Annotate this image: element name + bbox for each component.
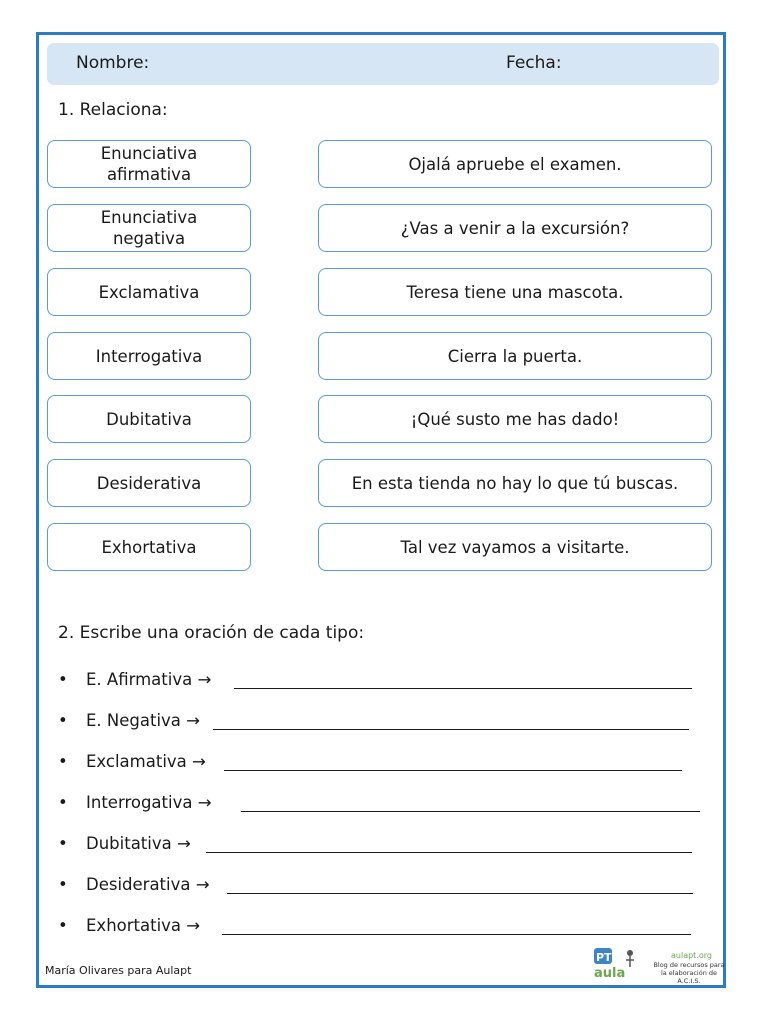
footer-description: Blog de recursos para la elaboración de A.C.I.S. bbox=[653, 961, 725, 985]
sentence-box[interactable] bbox=[318, 459, 712, 507]
name-label: Nombre: bbox=[76, 53, 150, 73]
writing-line[interactable] bbox=[234, 688, 692, 689]
writing-label: E. Afirmativa → bbox=[86, 670, 212, 689]
writing-label: Exclamativa → bbox=[86, 752, 206, 771]
writing-item-negativa bbox=[58, 711, 698, 735]
sentence-text: ¡Qué susto me has dado! bbox=[410, 409, 620, 429]
sentence-box[interactable] bbox=[318, 395, 712, 443]
svg-text:PT: PT bbox=[596, 951, 612, 964]
sentence-box[interactable] bbox=[318, 332, 712, 380]
sentence-text: Tal vez vayamos a visitarte. bbox=[400, 537, 630, 557]
type-label: Exclamativa bbox=[98, 282, 200, 302]
writing-item-desiderativa bbox=[58, 875, 698, 899]
writing-line[interactable] bbox=[227, 893, 693, 894]
bullet: • bbox=[58, 711, 68, 730]
type-label: Exhortativa bbox=[101, 537, 197, 557]
sentence-text: Teresa tiene una mascota. bbox=[406, 282, 624, 302]
type-box-exclamativa[interactable] bbox=[47, 268, 251, 316]
footer-site: aulapt.org bbox=[671, 951, 712, 960]
bullet: • bbox=[58, 916, 68, 935]
type-box-exhortativa[interactable] bbox=[47, 523, 251, 571]
bullet: • bbox=[58, 834, 68, 853]
writing-item-exhortativa bbox=[58, 916, 698, 940]
bullet: • bbox=[58, 875, 68, 894]
type-label: Enunciativa afirmativa bbox=[100, 144, 198, 184]
sentence-box[interactable] bbox=[318, 204, 712, 252]
writing-line[interactable] bbox=[241, 811, 700, 812]
type-label: Dubitativa bbox=[106, 409, 192, 429]
worksheet-header bbox=[47, 43, 719, 85]
type-label: Desiderativa bbox=[96, 473, 202, 493]
type-label: Interrogativa bbox=[95, 346, 203, 366]
type-label: Enunciativa negativa bbox=[100, 208, 198, 248]
writing-item-afirmativa bbox=[58, 670, 698, 694]
writing-label: Exhortativa → bbox=[86, 916, 201, 935]
type-box-enunciativa-afirmativa[interactable] bbox=[47, 140, 251, 188]
sentence-text: Cierra la puerta. bbox=[447, 346, 583, 366]
sentence-box[interactable] bbox=[318, 268, 712, 316]
bullet: • bbox=[58, 752, 68, 771]
writing-label: Desiderativa → bbox=[86, 875, 210, 894]
pt-aula-logo bbox=[592, 945, 640, 981]
type-box-dubitativa[interactable] bbox=[47, 395, 251, 443]
sentence-text: ¿Vas a venir a la excursión? bbox=[400, 218, 630, 238]
sentence-text: En esta tienda no hay lo que tú buscas. bbox=[351, 473, 679, 493]
writing-item-interrogativa bbox=[58, 793, 704, 817]
sentence-box[interactable] bbox=[318, 523, 712, 571]
type-box-enunciativa-negativa[interactable] bbox=[47, 204, 251, 252]
footer-author: María Olivares para Aulapt bbox=[45, 964, 192, 977]
section-1-title: 1. Relaciona: bbox=[58, 100, 168, 120]
writing-line[interactable] bbox=[213, 729, 689, 730]
bullet: • bbox=[58, 670, 68, 689]
writing-label: Interrogativa → bbox=[86, 793, 212, 812]
svg-text:aula: aula bbox=[594, 966, 626, 981]
writing-label: E. Negativa → bbox=[86, 711, 200, 730]
writing-line[interactable] bbox=[206, 852, 692, 853]
writing-item-dubitativa bbox=[58, 834, 698, 858]
writing-item-exclamativa bbox=[58, 752, 698, 776]
writing-label: Dubitativa → bbox=[86, 834, 191, 853]
date-label: Fecha: bbox=[506, 53, 562, 73]
type-box-interrogativa[interactable] bbox=[47, 332, 251, 380]
sentence-text: Ojalá apruebe el examen. bbox=[408, 154, 622, 174]
sentence-box[interactable] bbox=[318, 140, 712, 188]
writing-line[interactable] bbox=[224, 770, 682, 771]
type-box-desiderativa[interactable] bbox=[47, 459, 251, 507]
section-2-title: 2. Escribe una oración de cada tipo: bbox=[58, 623, 365, 643]
writing-line[interactable] bbox=[222, 934, 691, 935]
bullet: • bbox=[58, 793, 68, 812]
